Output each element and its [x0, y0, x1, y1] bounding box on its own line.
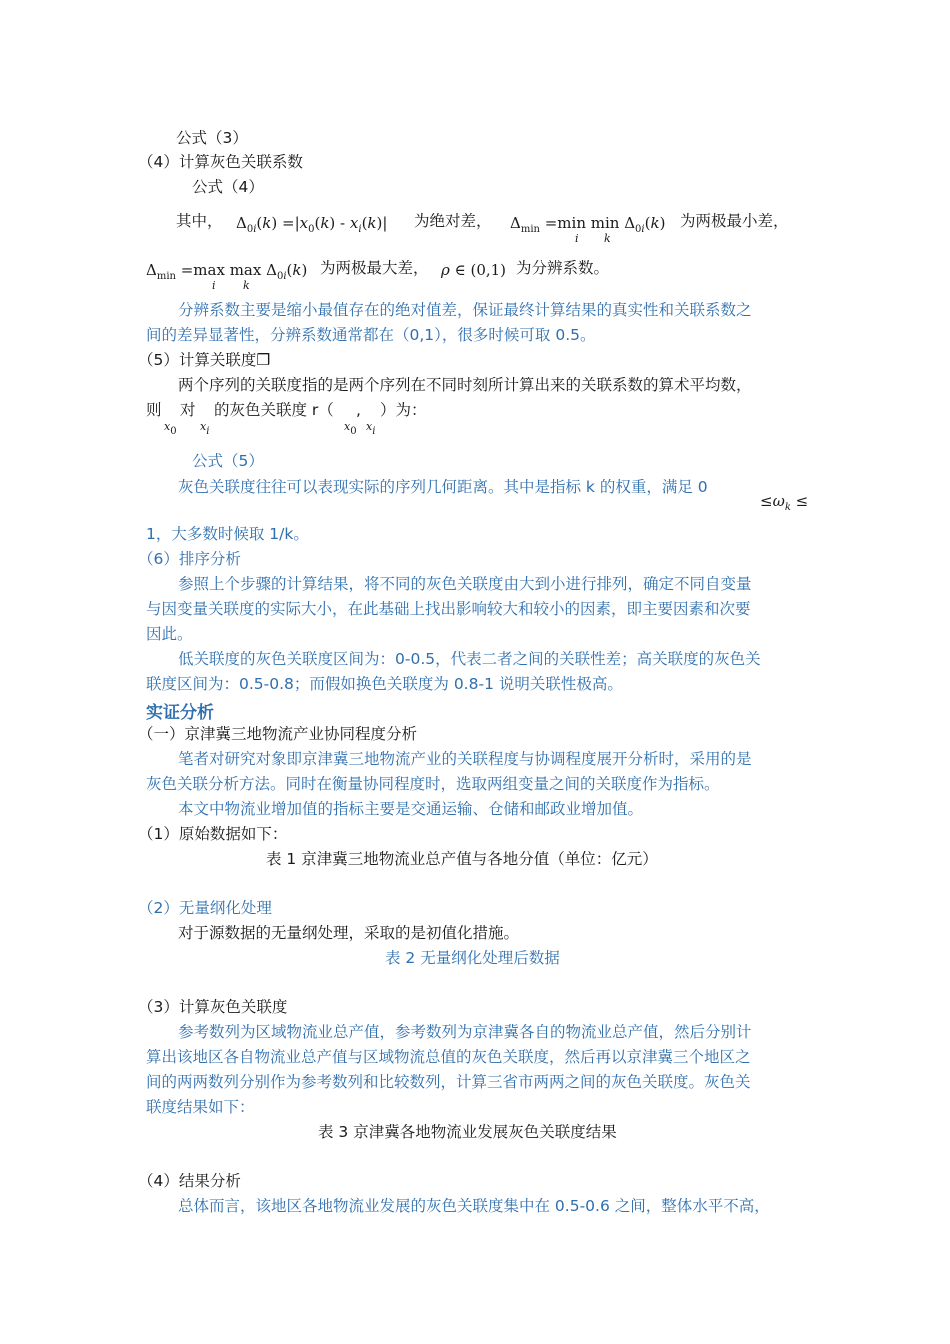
rho-formula: ρ ∈ (0,1): [441, 261, 507, 279]
paragraph-sort-line2: 与因变量关联度的实际大小，在此基础上找出影响较大和较小的因素，即主要因素和次要: [146, 600, 751, 618]
paragraph-rho-line2: 间的差异显著性，分辨系数通常都在（0,1），很多时候可取 0.5。: [146, 326, 596, 344]
paragraph-r-line1: 两个序列的关联度指的是两个序列在不同时刻所计算出来的关联系数的算术平均数，: [178, 376, 752, 394]
paragraph-calc-line2: 算出该地区各自物流业总产值与区域物流总值的灰色关联度，然后再以京津冀三个地区之: [146, 1048, 751, 1066]
max-sub-k: k: [243, 279, 250, 292]
formula-3-label: 公式（3）: [176, 129, 248, 147]
max-sub-i: i: [212, 279, 216, 292]
paragraph-author-line2: 灰色关联分析方法。同时在衡量协同程度时，选取两组变量之间的关联度作为指标。: [146, 775, 720, 793]
paragraph-indicator: 本文中物流业增加值的指标主要是交通运输、仓储和邮政业增加值。: [178, 800, 644, 818]
min-diff-formula: $\Delta_{min} =\min$ $\min \Delta_{0i}(k)$: [510, 214, 666, 235]
paragraph-author-line1: 笔者对研究对象即京津冀三地物流产业的关联程度与协调程度展开分析时，采用的是: [178, 750, 752, 768]
paragraph-range-line1: 低关联度的灰色关联度区间为：0-0.5，代表二者之间的关联性差；高关联度的灰色关: [178, 650, 761, 668]
step-6-title: （6）排序分析: [138, 550, 241, 568]
paragraph-calc-line3: 间的两两数列分别作为参考数列和比较数列，计算三省市两两之间的灰色关联度。灰色关: [146, 1073, 751, 1091]
min-sub-k: k: [604, 232, 611, 245]
paragraph-calc-line4: 联度结果如下：: [146, 1098, 255, 1116]
paragraph-result-line1: 总体而言，该地区各地物流业发展的灰色关联度集中在 0.5-0.6 之间，整体水平不高，: [178, 1197, 770, 1215]
symbol-xi-b: xi: [366, 420, 376, 437]
table-3-caption: 表 3 京津冀各地物流业发展灰色关联度结果: [318, 1123, 617, 1141]
where-rho-text: 为分辨系数。: [516, 259, 610, 277]
where-prefix: 其中，: [176, 212, 223, 230]
paragraph-sort-line3: 因此。: [146, 625, 193, 643]
paragraph-rho-line1: 分辨系数主要是缩小最值存在的绝对值差，保证最终计算结果的真实性和关联系数之: [178, 301, 752, 319]
paragraph-range-line2: 联度区间为：0.5-0.8；而假如换色关联度为 0.8-1 说明关联性极高。: [146, 675, 623, 693]
formula-5-label: 公式（5）: [192, 452, 264, 470]
paragraph-r-text-r: 的灰色关联度 r（: [214, 401, 334, 419]
paragraph-r-word-dui: 对: [180, 401, 196, 419]
paragraph-calc-line1: 参考数列为区域物流业总产值，参考数列为京津冀各自的物流业总产值，然后分别计: [178, 1023, 752, 1041]
min-sub-i: i: [575, 232, 579, 245]
paragraph-r-wei: ）为：: [380, 401, 427, 419]
table-1-caption: 表 1 京津冀三地物流业总产值与各地分值（单位：亿元）: [266, 850, 658, 868]
symbol-x0-a: x0: [164, 420, 177, 437]
paragraph-r-comma: ,: [356, 401, 361, 419]
paragraph-r-word-ze: 则: [146, 401, 162, 419]
paragraph-dimensionless: 对于源数据的无量纲处理，采取的是初值化措施。: [178, 924, 520, 942]
step-4-title: （4）计算灰色关联系数: [138, 153, 303, 171]
step-3-title: （3）计算灰色关联度: [138, 998, 288, 1016]
paragraph-weight-line2: 1，大多数时候取 1/k。: [146, 525, 309, 543]
symbol-x0-b: x0: [344, 420, 357, 437]
where-abs-text: 为绝对差，: [414, 212, 492, 230]
max-diff-formula: $\Delta_{min} =\max$ $\max \Delta_{0i}(k)$: [146, 261, 308, 282]
step-5-title: （5）计算关联度❒: [138, 351, 271, 369]
step-2-title: （2）无量纲化处理: [138, 899, 272, 917]
symbol-xi-a: xi: [200, 420, 210, 437]
omega-inequality: $\le\omega_k$ ≤: [760, 492, 809, 513]
step-4b-title: （4）结果分析: [138, 1172, 241, 1190]
abs-diff-formula: $\Delta_{0i}(k) =|x_0(k) - x_i(k)|$: [236, 214, 388, 235]
paragraph-sort-line1: 参照上个步骤的计算结果，将不同的灰色关联度由大到小进行排列，确定不同自变量: [178, 575, 752, 593]
formula-4-label: 公式（4）: [192, 178, 264, 196]
table-2-caption: 表 2 无量纲化处理后数据: [385, 949, 560, 967]
section-heading: 实证分析: [146, 703, 214, 723]
where-min-text: 为两极最小差，: [680, 212, 789, 230]
step-1-raw-data: （1）原始数据如下：: [138, 825, 288, 843]
where-max-text: 为两极最大差，: [320, 259, 429, 277]
subsection-1-title: （一）京津冀三地物流产业协同程度分析: [138, 725, 418, 743]
paragraph-weight-line1: 灰色关联度往往可以表现实际的序列几何距离。其中是指标 k 的权重，满足 0: [178, 478, 708, 496]
